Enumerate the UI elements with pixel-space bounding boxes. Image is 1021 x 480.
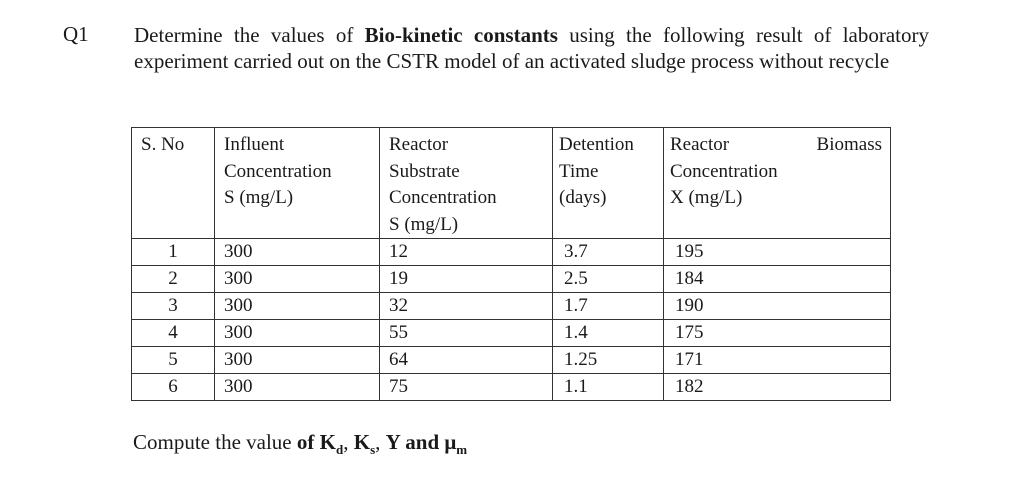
- cell-biomass: 175: [664, 320, 891, 347]
- table-row: [132, 293, 891, 320]
- cell-influent: 300: [215, 293, 380, 320]
- cell-sno: 5: [132, 347, 215, 374]
- cell-substrate: 64: [380, 347, 553, 374]
- cell-biomass: 190: [664, 293, 891, 320]
- cell-sno: 3: [132, 293, 215, 320]
- cell-sno: 4: [132, 320, 215, 347]
- cell-substrate: 75: [380, 374, 553, 401]
- cell-substrate: 12: [380, 239, 553, 266]
- cell-sno: 1: [132, 239, 215, 266]
- cell-biomass: 184: [664, 266, 891, 293]
- y-symbol: Y: [385, 430, 401, 454]
- cell-detention: 2.5: [553, 266, 664, 293]
- question-number: Q1: [63, 22, 89, 46]
- cell-influent: 300: [215, 320, 380, 347]
- cell-detention: 1.1: [553, 374, 664, 401]
- ks-symbol: $K_s$: [353, 430, 376, 458]
- kd-symbol: $K_d$: [319, 430, 344, 458]
- table-row: [132, 320, 891, 347]
- question-text-part1: Determine the values of: [134, 23, 365, 47]
- table-header-row: [132, 128, 891, 239]
- cell-biomass: 171: [664, 347, 891, 374]
- question-text-bold: Bio-kinetic constants: [364, 23, 558, 47]
- cell-substrate: 55: [380, 320, 553, 347]
- header-biomass: Reactor Biomass Concentration X (mg/L): [664, 128, 891, 239]
- cell-influent: 300: [215, 347, 380, 374]
- header-substrate: Reactor Substrate Concentration S (mg/L): [380, 128, 553, 239]
- data-table: [131, 127, 891, 401]
- question-text-part2: using the following result of laboratory experiment carried out on the CSTR model of an activated sludge process without recycle: [134, 23, 929, 73]
- cell-detention: 1.25: [553, 347, 664, 374]
- header-detention: Detention Time (days): [553, 128, 664, 239]
- cell-detention: 3.7: [553, 239, 664, 266]
- table-row: [132, 374, 891, 401]
- cell-influent: 300: [215, 239, 380, 266]
- table-row: [132, 239, 891, 266]
- cell-sno: 6: [132, 374, 215, 401]
- table-row: [132, 347, 891, 374]
- header-influent: Influent Concentration S (mg/L): [215, 128, 380, 239]
- cell-detention: 1.4: [553, 320, 664, 347]
- cell-substrate: 19: [380, 266, 553, 293]
- cell-biomass: 182: [664, 374, 891, 401]
- cell-substrate: 32: [380, 293, 553, 320]
- cell-influent: 300: [215, 374, 380, 401]
- cell-sno: 2: [132, 266, 215, 293]
- header-sno: S. No: [132, 128, 215, 239]
- compute-instruction: Compute the value of $K_d$, $K_s$, Y and $\mu_m$: [133, 430, 468, 458]
- cell-biomass: 195: [664, 239, 891, 266]
- question-text: [134, 22, 929, 74]
- table-row: [132, 266, 891, 293]
- cell-detention: 1.7: [553, 293, 664, 320]
- mu-symbol: $\mu_m$: [444, 430, 468, 458]
- cell-influent: 300: [215, 266, 380, 293]
